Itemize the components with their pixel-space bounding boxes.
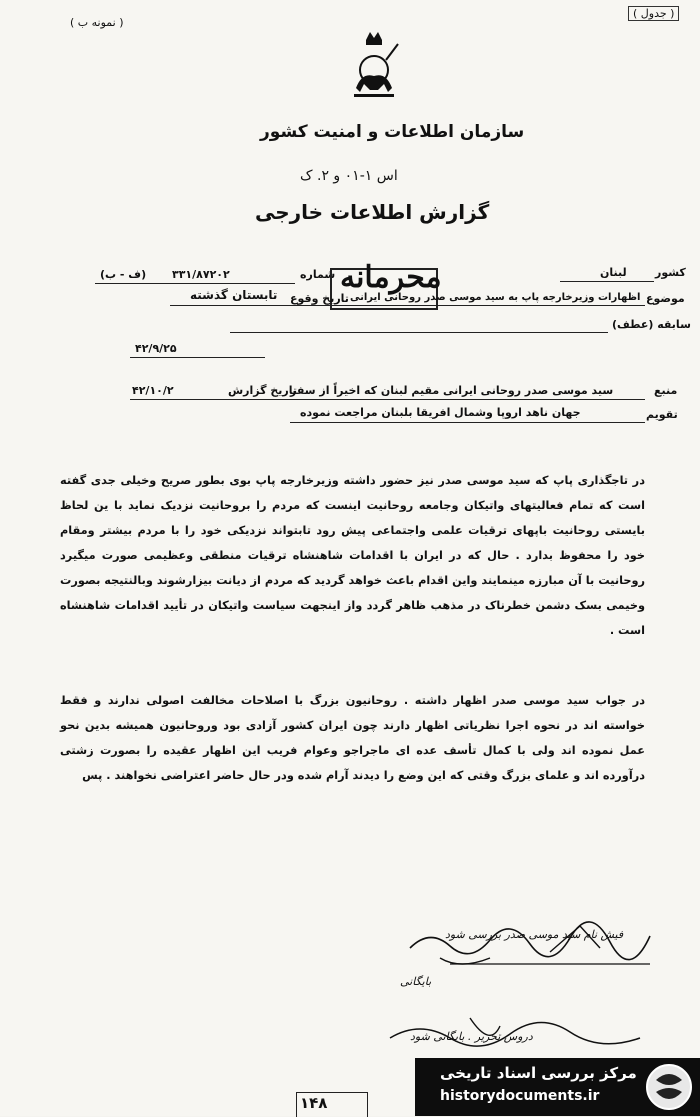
category-code: (ف - ب) — [100, 268, 147, 281]
confidential-stamp: محرمانه — [340, 260, 442, 295]
country-value: لبنان — [600, 266, 627, 279]
body-paragraph-1: در تاجگذاری پاپ که سید موسی صدر نیز حضور داشته وزیرخارجه پاپ بوی بطور صریح وخیلی جدی گفته است که تمام فعالیتهای واتیکان وجامعه روحانیت اینست که مردم را بروحانیت نزدیک نماید با ین لحاظ بایستی روحانیت باپهای ترقیات علمی واجتماعی پیش رود تابتواند نزدیکی خود را با مردم بیشتر ومقام خود را محفوظ بدارد . حال که در ایران با اقدامات شاهنشاه ترقیات منطقی وعظیمی صورت میگیرد روحانیت با آن مبارزه مینمایند واین اقدام باعث خواهد گردید که مردم از دیانت بیزارشوند وبالنتیجه بصورت وخیمی بسک دشمن خطرناک در مذهب ظاهر گردد واز اینجهت سیاست واتیکان در تأیید اقدامات شاهنشاه است . — [60, 474, 645, 637]
table-corner-label: ( جدول ) — [628, 6, 679, 21]
report-date-label: تاریخ گزارش — [228, 384, 298, 397]
report-title: گزارش اطلاعات خارجی — [255, 200, 490, 224]
archive-website: historydocuments.ir — [440, 1088, 600, 1104]
handwritten-note-2: بایگانی — [400, 975, 432, 988]
precedent-label: سابقه (عطف) — [612, 318, 691, 331]
organization-name: سازمان اطلاعات و امنیت کشور — [260, 122, 525, 142]
receipt-date-value: ۴۲/۹/۲۵ — [135, 342, 177, 355]
number-value: ۳۳۱/۸۷۲۰۲ — [172, 268, 230, 281]
reference-code: اس ۱-۰۱ و ۲. ک — [300, 168, 398, 184]
number-label: شماره — [300, 268, 336, 281]
handwritten-note-1: فیش نام سید موسی صدر بررسی شود — [445, 928, 624, 941]
source-value: سید موسی صدر روحانی ایرانی مقیم لبنان که اخیراً از سفر — [290, 384, 614, 397]
assessment-label: تقویم — [646, 408, 678, 421]
page-number: ۱۴۸ — [300, 1094, 328, 1112]
event-date-value: تابستان گذشته — [190, 288, 278, 302]
archive-center-name: مرکز بررسی اسناد تاریخی — [440, 1064, 637, 1082]
event-date-label: تاریخ وقوع — [290, 292, 349, 305]
source-label: منبع — [654, 384, 678, 397]
report-date-value: ۴۲/۱۰/۲ — [132, 384, 174, 397]
handwritten-note-3: دروس تحریر . بایگانی شود — [410, 1030, 533, 1043]
subject-label: موضوع — [646, 292, 685, 305]
subject-value: اظهارات وزیرخارجه پاپ به سید موسی صدر روحانی ایرانی — [350, 292, 641, 303]
lion-and-sun-emblem-icon — [344, 30, 404, 105]
form-type-label: ( نمونه ب ) — [70, 16, 124, 29]
assessment-value: جهان ناهد اروپا وشمال افریقا بلبنان مراجعت نموده — [300, 406, 581, 419]
country-label: کشور — [655, 266, 686, 279]
archive-logo-icon — [644, 1062, 694, 1112]
body-paragraph-2: در جواب سید موسی صدر اظهار داشته . روحانیون بزرگ با اصلاحات مخالفت اصولی ندارند و فقط خواسته اند در نحوه اجرا نظریاتی اظهار دارند چون ایران کشور آزادی بود وروحانیون همیشه بدین نحو عمل نموده اند ولی با کمال تأسف عده ای ماجراجو وعوام فریب این اظهار عقیده را بصورت زشتی درآورده اند و علمای بزرگ وقتی که این وضع را دیدند آرام شده ودر حال حاضر اعتراضی نخواهند . پس — [60, 694, 645, 782]
